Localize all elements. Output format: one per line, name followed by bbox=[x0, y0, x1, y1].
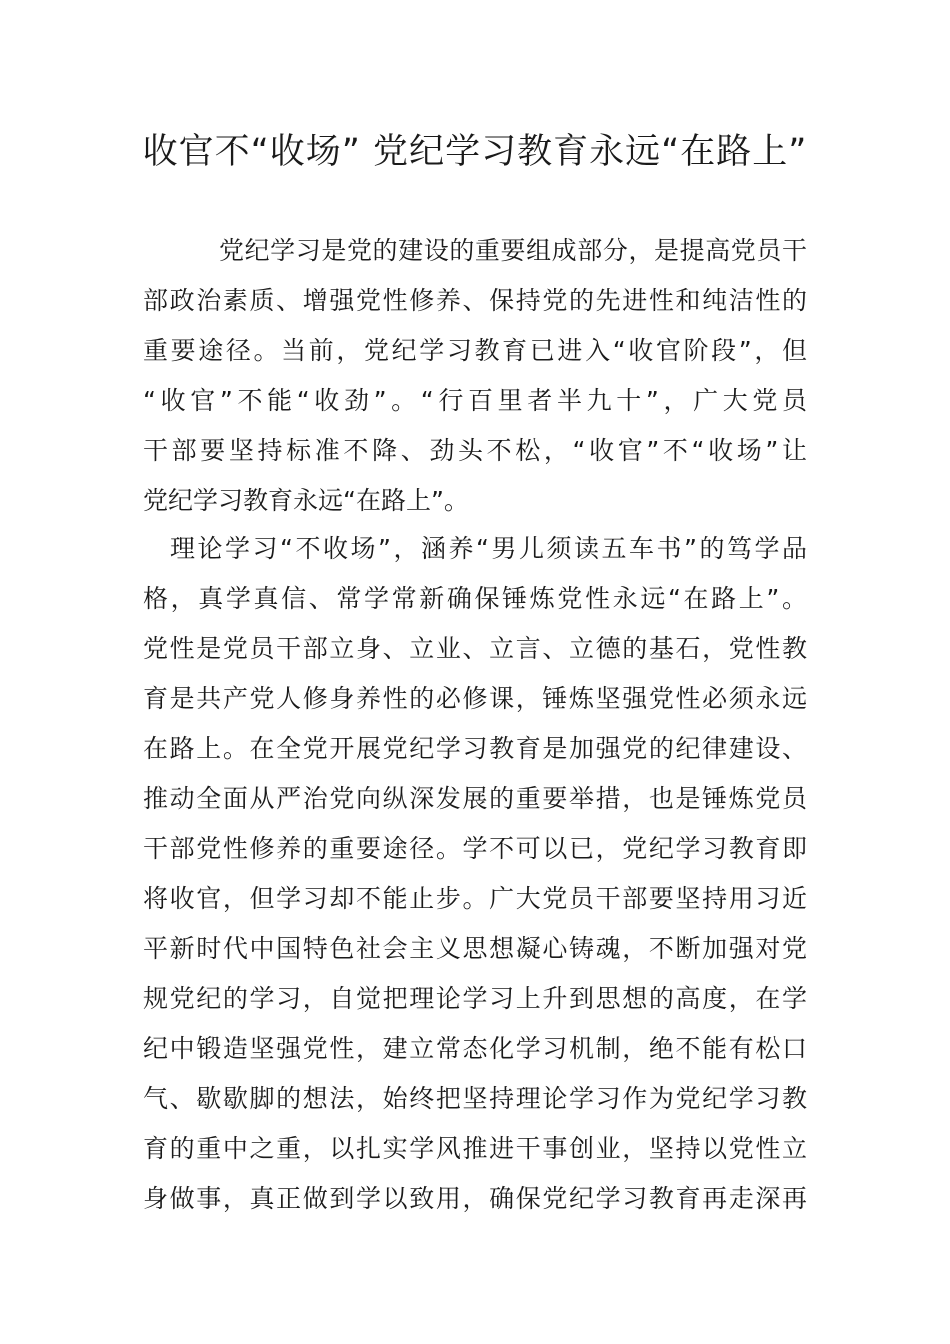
paragraph-line: 党性是党员干部立身、立业、立言、立德的基石，党性教 bbox=[143, 634, 807, 663]
paragraph-line: 理论学习“不收场”，涵养“男儿须读五车书”的笃学品 bbox=[170, 534, 807, 563]
paragraph-line: 重要途径。当前，党纪学习教育已进入“收官阶段”，但 bbox=[143, 336, 807, 365]
paragraph-line: 育的重中之重，以扎实学风推进干事创业，坚持以党性立 bbox=[143, 1134, 807, 1163]
paragraph-line: 平新时代中国特色社会主义思想凝心铸魂，不断加强对党 bbox=[143, 934, 807, 963]
paragraph-line: “收官”不能“收劲”。“行百里者半九十”，广大党员 bbox=[143, 386, 807, 415]
paragraph-line: 育是共产党人修身养性的必修课，锤炼坚强党性必须永远 bbox=[143, 684, 807, 713]
paragraph-line: 格，真学真信、常学常新确保锤炼党性永远“在路上”。 bbox=[143, 584, 807, 613]
paragraph-line: 将收官，但学习却不能止步。广大党员干部要坚持用习近 bbox=[143, 884, 807, 913]
paragraph-line: 干部党性修养的重要途径。学不可以已，党纪学习教育即 bbox=[143, 834, 807, 863]
paragraph-line: 部政治素质、增强党性修养、保持党的先进性和纯洁性的 bbox=[143, 286, 807, 315]
paragraph-line: 党纪学习是党的建设的重要组成部分，是提高党员干 bbox=[219, 236, 807, 265]
paragraph-line: 身做事，真正做到学以致用，确保党纪学习教育再走深再 bbox=[143, 1184, 807, 1213]
paragraph-line: 纪中锻造坚强党性，建立常态化学习机制，绝不能有松口 bbox=[143, 1034, 807, 1063]
document-title: 收官不“收场” 党纪学习教育永远“在路上” bbox=[142, 132, 808, 172]
paragraph-line: 干部要坚持标准不降、劲头不松，“收官”不“收场”让 bbox=[143, 436, 807, 465]
paragraph-line: 气、歇歇脚的想法，始终把坚持理论学习作为党纪学习教 bbox=[143, 1084, 807, 1113]
paragraph-line: 党纪学习教育永远“在路上”。 bbox=[143, 486, 469, 515]
paragraph-line: 规党纪的学习，自觉把理论学习上升到思想的高度，在学 bbox=[143, 984, 807, 1013]
paragraph-line: 推动全面从严治党向纵深发展的重要举措，也是锤炼党员 bbox=[143, 784, 807, 813]
paragraph-line: 在路上。在全党开展党纪学习教育是加强党的纪律建设、 bbox=[143, 734, 807, 763]
